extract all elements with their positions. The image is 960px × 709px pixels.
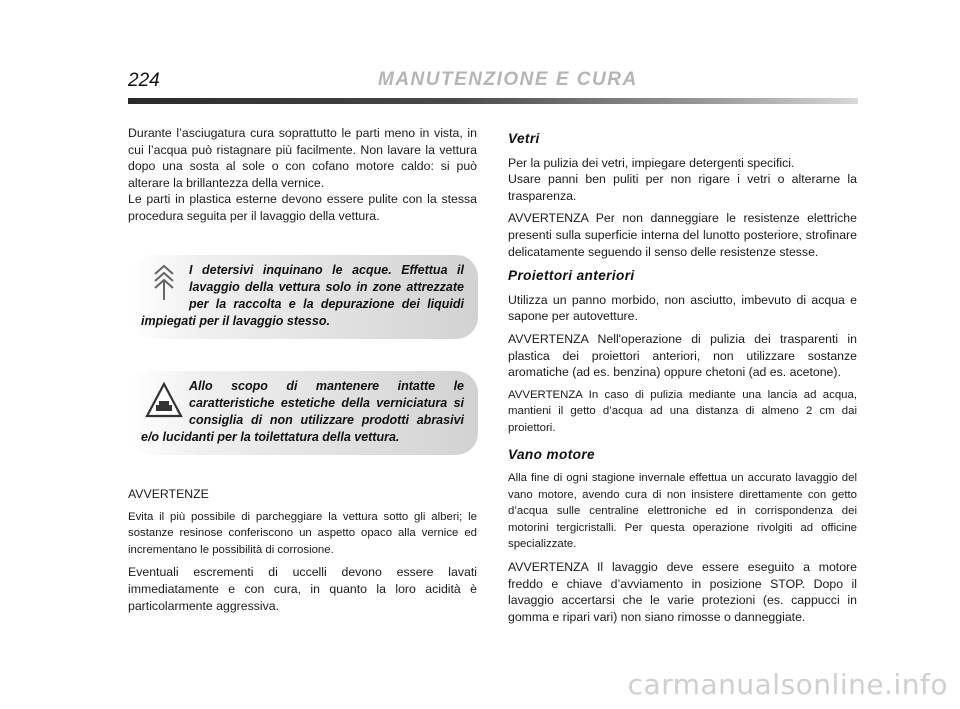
environment-icon <box>141 262 187 304</box>
warning-triangle-icon <box>141 378 187 420</box>
vano-warning: AVVERTENZA Il lavaggio deve essere eseguito a motore freddo e chiave d’avviamento in posizione STOP. Dopo il lavaggio accertarsi che le varie protezioni (es. cappucci in gomma e ripari vari) non siano rimosse o danneggiate. <box>508 560 857 624</box>
intro-paragraph-2: Le parti in plastica esterne devono essere pulite con la stessa procedura seguita per il lavaggio della vettura. <box>128 192 477 223</box>
paint-warning-note <box>130 371 478 455</box>
header-divider <box>128 98 858 104</box>
page-number: 224 <box>128 70 160 91</box>
environment-note <box>130 255 478 339</box>
vano-paragraph-1: Alla fine di ogni stagione invernale effettua un accurato lavaggio del vano motore, avendo cura di non insistere direttamente con getto d’acqua sulle centraline elettroniche ed in corrispondenza dei motorini tergicristalli. Per questa operazione rivolgiti ad officine specializzate. <box>508 472 857 551</box>
warning-paragraph-1: Evita il più possibile di parcheggiare la vettura sotto gli alberi; le sostanze resinose conferiscono un aspetto opaco alla vernice ed incrementano le possibilità di corrosione. <box>128 510 477 556</box>
intro-paragraph-1: Durante l’asciugatura cura soprattutto le parti meno in vista, in cui l’acqua può ristagnare più facilmente. Non lavare la vettura dopo una sosta al sole o con cofano motore caldo: si può alterare la brillantezza della vernice. <box>128 126 477 190</box>
section-title: MANUTENZIONE E CURA <box>378 69 638 90</box>
heading-vetri: Vetri <box>508 131 540 146</box>
proiettori-warning-1: AVVERTENZA Nell'operazione di pulizia dei trasparenti in plastica dei proiettori anteriori, non utilizzare sostanze aromatiche (ad es. benzina) oppure chetoni (ad es. acetone). <box>508 331 857 380</box>
left-column <box>128 125 477 225</box>
heading-vano-motore: Vano motore <box>508 446 595 462</box>
watermark: carmanualsonline.info <box>627 668 948 701</box>
proiettori-warning-2: AVVERTENZA In caso di pulizia mediante una lancia ad acqua, mantieni il getto d’acqua ad una distanza di almeno 2 cm dai proiettori. <box>508 388 857 434</box>
warning-paragraph-2: Eventuali escrementi di uccelli devono essere lavati immediatamente e con cura, in quanto la loro acidità è particolarmente aggressiva. <box>128 565 477 613</box>
heading-proiettori: Proiettori anteriori <box>508 268 635 284</box>
vetri-paragraph-1: Per la pulizia dei vetri, impiegare detergenti specifici. <box>508 155 795 170</box>
right-column <box>508 129 857 631</box>
warnings-heading: AVVERTENZE <box>128 487 209 501</box>
environment-note-text: I detersivi inquinano le acque. Effettua il lavaggio della vettura solo in zone attrezzate per la raccolta e la depurazione dei liquidi impiegati per il lavaggio stesso. <box>141 263 464 328</box>
warnings-block <box>128 486 477 620</box>
paint-warning-text: Allo scopo di mantenere intatte le caratteristiche estetiche della verniciatura si consiglia di non utilizzare prodotti abrasivi e/o lucidanti per la toilettatura della vettura. <box>141 379 464 444</box>
proiettori-paragraph-1: Utilizza un panno morbido, non asciutto, imbevuto di acqua e sapone per autovetture. <box>508 292 857 324</box>
vetri-warning: AVVERTENZA Per non danneggiare le resistenze elettriche presenti sulla superficie interna del lunotto posteriore, strofinare delicatamente seguendo il senso delle resistenze stesse. <box>508 211 857 259</box>
vetri-paragraph-2: Usare panni ben puliti per non rigare i vetri o alterarne la trasparenza. <box>508 172 857 203</box>
